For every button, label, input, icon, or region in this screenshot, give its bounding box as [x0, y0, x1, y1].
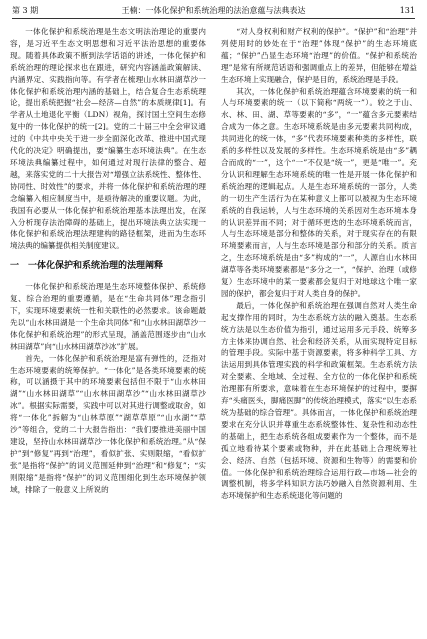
- issue-number: 第 3 期: [12, 6, 39, 15]
- left-column: [10, 26, 206, 496]
- section-heading: 一 一体化保护和系统治理的法理阐释: [10, 261, 164, 272]
- paragraph-introduction: 一体化保护和系统治理是生态文明法治理论的重要内容，是习近平生态文明思想和习近平法治思想的重要体现。随着具体政策不断到法学话语的讲述，一体化保护和系统治理的理论探求也在跟进，研究内容涵盖政策解读、内涵界定、实践指向等。有学者在梳理山水林田湖草沙一体化保护和系统治理内涵的基础上，结合复合生态系统理论，提出系统把握“社会—经济—自然”的本质规律[1]。有学者从土地退化平衡（LDN）视角，探讨国土空间生态修复中的一体化保护的统一[2]。党的二十届三中全会审议通过的《中共中央关于进一步全面深化改革、推进中国式现代化的决定》明确提出，要“编纂生态环境法典”。在生态环境法典编纂过程中，如何通过对现行法律的整合、超越，来落实党的二十大报告对“增强立法系统性、整体性、协同性、时效性”的要求，并将一体化保护和系统治理的理念编纂入相应制度当中，是亟待解决的重要议题。为此，我国有必要从一体化保护和系统治理基本法理出发，在深入分析现存法治障碍的基础上，提出环境法典立法实现一体化保护和系统治理法理建构的路径框架，进而为生态环境法典的编纂提供相关制度建议。: [10, 27, 206, 251]
- paragraph-second-point: 其次，一体化保护和系统治理蕴含环境要素的统一和人与环境要素的统一（以下简称“两统一”）。较之于山、水、林、田、湖、草等要素的“多”，“一”蕴含多元要素结合成为一体之意。生态环境系统是由多元要素共同构成，共同进化的统一体，“多”代表环境要素种类的多样性，联系的多样性以及发展的多样性。生态环境系统是由“多”耦合而成的“一”，这个“一”不仅是“统一”，更是“唯一”。充分认识和理解生态环境系统的唯一性是开展一体化保护和系统治理的逻辑起点。人是生态环境系统的一部分，人类的一切生产生活行为在某种意义上都可以被视为生态环境系统的自我运转，人与生态环境的关系因对生态环境本身的认识差异而不同；对于循环更迭的生态环境系统而言，人与生态环境是部分和整体的关系，对于现实存在的有限环境要素而言，人与生态环境是部分和部分的关系。质言之，生态环境系统是由“多”构成的“一”，人源自山水林田湖草等各类环境要素都是“多分之一”，“保护、治理（或修复）生态环境中的某一要素都会复归于对地球这个唯一家园的保护，都会复归于对人类自身的保护。: [221, 86, 417, 298]
- page-number: 131: [399, 6, 415, 15]
- paragraph-first-point: 首先，一体化保护和系统治理是富有弹性的，泛指对生态环境要素的统筹保护。“一体化”是各类环境要素的统称，可以涵摄于其中的环境要素包括但不限于“山水林田湖”“山水林田湖草”“山水林田湖草沙”“山水林田湖草沙冰”。根据实际需要，实践中可以对其进行调整或取舍，如将“一体化”拆解为“山林草原”“湖草草原”“山水湖”“草沙”等组合，党的二十大报告指出：“我们要推进美丽中国建设，坚持山水林田湖草沙一体化保护和系统治理。”从“保护”到“修复”再到“治理”，看似扩张、实则限缩，“看似扩张”是指将“保护”的词义范围延伸到“治理”和“修复”；“实则限缩”是指将“保护”的词义范围细化到生态环境保护领域，排除了一般意义上所说的: [10, 353, 206, 494]
- paragraph-continuation: “对人身权利和财产权利的保护”。“保护”和“治理”并列使用时的妙处在于“治理”体现“保护”的生态环境底蕴；“保护”凸显生态环境“治理”的价值。“保护和系统治理”是常有所规范话语和强调重点上的差异，但能够在增益生态环境上实现融合，保护是目的，系统治理是手段。: [221, 27, 417, 84]
- paragraph-third-point: 最后，一体化保护和系统治理在强调自然对人类生命起支撑作用的同时，为生态系统方法的融入奠基。生态系统方法是以生态价值为指引，通过运用多元手段、统筹多方主体来协调自然、社会和经济关系，从而实现特定目标的管理手段。实际中基于资源要素，将多种科学工具、方法运用到具体管理实践的科学和政策框架。生态系统方法对全要素、全地域、全过程、全方位的一体化保护和系统治理都有所要求，意味着在生态环境保护的过程中，要摒弃“头痛医头，脚痛医脚”的传统治理模式，落实“以生态系统为基础的综合管理”。具体而言，一体化保护和系统治理要求在充分认识并尊重生态系统整体性、复杂性和动态性的基础上，把生态系统各组成要素作为一个整体，而不是孤立地看待某个要素或物种，并在此基础上合理统筹社会、经济、自然（包括环境、资源和生物等）的需要和价值。一体化保护和系统治理综合运用行政—市场—社会的调整机制，将多学科知识方法巧妙融入自然资源利用、生态环境保护和生态系统退化等问题的: [221, 300, 417, 501]
- running-header: [12, 4, 415, 19]
- paragraph-section-opening: 一体化保护和系统治理是生态环境整体保护、系统修复、综合治理的重要遵循，是在“生命共同体”理念指引下，实现环境要素统一性和关联性的必然要求。该命题最先以“山水林田湖是一个生命共同体”和“山水林田湖草沙一体化保护和系统治理”的形式呈现，涵盖范围逐步由“山水林田湖草”向“山水林田湖草沙冰”扩展。: [10, 282, 206, 351]
- right-column: [221, 26, 417, 502]
- running-title: 王楠：一体化保护和系统治理的法治意蕴与法典表达: [121, 6, 306, 15]
